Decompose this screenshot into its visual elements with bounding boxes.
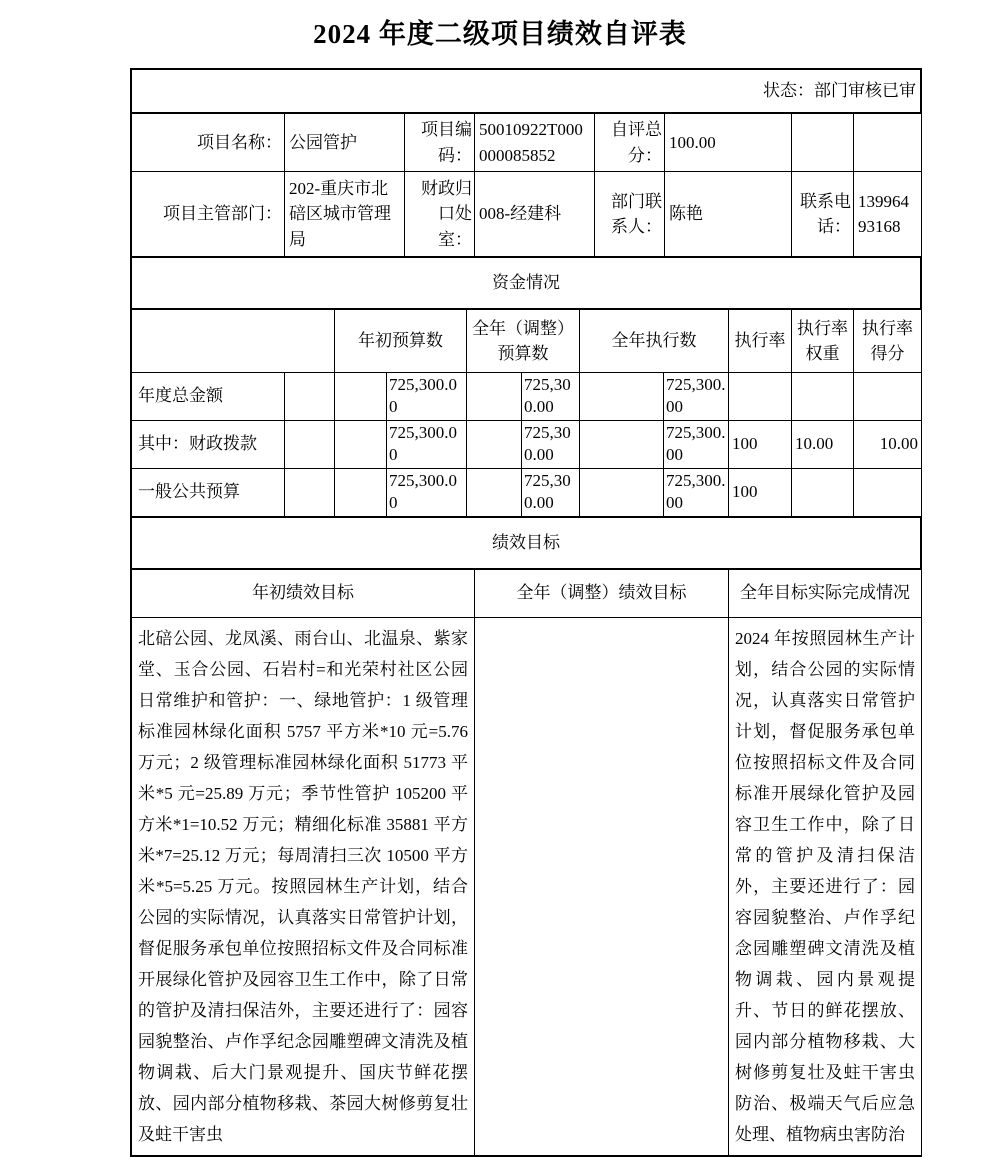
empty-header-cell (132, 310, 335, 373)
empty-cell (792, 114, 854, 172)
status-text: 状态：部门审核已审 (132, 70, 921, 113)
goals-section-band (131, 517, 921, 569)
header-initial-budget: 年初预算数 (335, 310, 467, 373)
goals-header-row (132, 569, 922, 617)
header-initial-goal: 年初绩效目标 (132, 569, 475, 617)
adjusted-budget-value: 725,300.00 (522, 373, 580, 421)
exec-rate-value (729, 373, 792, 421)
exec-rate-value: 100 (729, 420, 792, 468)
row-label: 其中：财政拨款 (132, 420, 285, 468)
header-actual-completion: 全年目标实际完成情况 (729, 569, 922, 617)
project-code-value: 50010922T000000085852 (475, 114, 595, 172)
rate-score-value (854, 468, 922, 516)
empty-cell (285, 420, 335, 468)
header-executed: 全年执行数 (580, 310, 729, 373)
funding-table (131, 309, 922, 517)
rate-score-value (854, 373, 922, 421)
header-rate-score: 执行率得分 (854, 310, 922, 373)
finance-office-value: 008-经建科 (475, 172, 595, 257)
rate-weight-value (792, 468, 854, 516)
row-label: 年度总金额 (132, 373, 285, 421)
empty-cell (285, 373, 335, 421)
header-adjusted-budget: 全年（调整）预算数 (467, 310, 580, 373)
actual-completion-text: 2024 年按照园林生产计划，结合公园的实际情况，认真落实日常管护计划，督促服务承包单位按照招标文件及合同标准开展绿化管护及园容卫生工作中，除了日常的管护及清扫保洁外，主要还进行了：园容园貌整治、卢作孚纪念园雕塑碑文清洗及植物调栽、园内景观提升、节日的鲜花摆放、园内部分植物移栽、大树修剪复壮及蛀干害虫防治、极端天气后应急处理、植物病虫害防治 (729, 617, 922, 1155)
status-band (131, 69, 921, 113)
info-row-2 (132, 172, 922, 257)
info-table (131, 113, 922, 257)
empty-cell (580, 468, 664, 516)
goals-body-row (132, 617, 922, 1155)
empty-cell (285, 468, 335, 516)
row-label: 一般公共预算 (132, 468, 285, 516)
header-adjusted-goal: 全年（调整）绩效目标 (475, 569, 729, 617)
executed-value: 725,300.00 (664, 373, 729, 421)
self-score-label: 自评总分： (595, 114, 665, 172)
evaluation-table (130, 68, 922, 1157)
rate-weight-value: 10.00 (792, 420, 854, 468)
goals-section-title: 绩效目标 (132, 517, 921, 568)
initial-budget-value: 725,300.00 (387, 420, 467, 468)
funding-header-row (132, 310, 922, 373)
empty-cell (467, 468, 522, 516)
exec-rate-value: 100 (729, 468, 792, 516)
header-rate-weight: 执行率权重 (792, 310, 854, 373)
empty-cell (335, 468, 387, 516)
self-score-value: 100.00 (665, 114, 792, 172)
info-row-1 (132, 114, 922, 172)
funding-section-title: 资金情况 (132, 258, 921, 309)
rate-score-value: 10.00 (854, 420, 922, 468)
empty-cell (580, 420, 664, 468)
phone-value: 13996493168 (854, 172, 922, 257)
empty-cell (467, 373, 522, 421)
executed-value: 725,300.00 (664, 420, 729, 468)
project-name-label: 项目名称： (132, 114, 285, 172)
contact-value: 陈艳 (665, 172, 792, 257)
goals-table (131, 569, 922, 1156)
funding-row-public-budget (132, 468, 922, 516)
adjusted-budget-value: 725,300.00 (522, 468, 580, 516)
adjusted-budget-value: 725,300.00 (522, 420, 580, 468)
header-exec-rate: 执行率 (729, 310, 792, 373)
initial-budget-value: 725,300.00 (387, 373, 467, 421)
contact-label: 部门联系人： (595, 172, 665, 257)
page-title: 2024 年度二级项目绩效自评表 (313, 19, 687, 49)
adjusted-goal-text (475, 617, 729, 1155)
phone-label: 联系电话： (792, 172, 854, 257)
dept-label: 项目主管部门： (132, 172, 285, 257)
project-name-value: 公园管护 (285, 114, 405, 172)
executed-value: 725,300.00 (664, 468, 729, 516)
empty-cell (467, 420, 522, 468)
funding-row-total (132, 373, 922, 421)
empty-cell (854, 114, 922, 172)
dept-value: 202-重庆市北碚区城市管理局 (285, 172, 405, 257)
rate-weight-value (792, 373, 854, 421)
funding-section-band (131, 257, 921, 309)
empty-cell (335, 420, 387, 468)
initial-budget-value: 725,300.00 (387, 468, 467, 516)
empty-cell (335, 373, 387, 421)
initial-goal-text: 北碚公园、龙凤溪、雨台山、北温泉、紫家堂、玉合公园、石岩村=和光荣村社区公园日常维护和管护：一、绿地管护：1 级管理标准园林绿化面积 5757 平方米*10 元=5.76 万元；2 级管理标准园林绿化面积 51773 平米*5 元=25.89 万元；季节性管护 105200 平方米*1=10.52 万元；精细化标准 35881 平方米*7=25.12 万元；每周清扫三次 10500 平方米*5=5.25 万元。按照园林生产计划，结合公园的实际情况，认真落实日常管护计划，督促服务承包单位按照招标文件及合同标准开展绿化管护及园容卫生工作中，除了日常的管护及清扫保洁外，主要还进行了：园容园貌整治、卢作孚纪念园雕塑碑文清洗及植物调栽、后大门景观提升、国庆节鲜花摆放、园内部分植物移栽、茶园大树修剪复壮及蛀干害虫 (132, 617, 475, 1155)
finance-office-label: 财政归口处室： (405, 172, 475, 257)
empty-cell (580, 373, 664, 421)
project-code-label: 项目编码： (405, 114, 475, 172)
funding-row-fiscal (132, 420, 922, 468)
